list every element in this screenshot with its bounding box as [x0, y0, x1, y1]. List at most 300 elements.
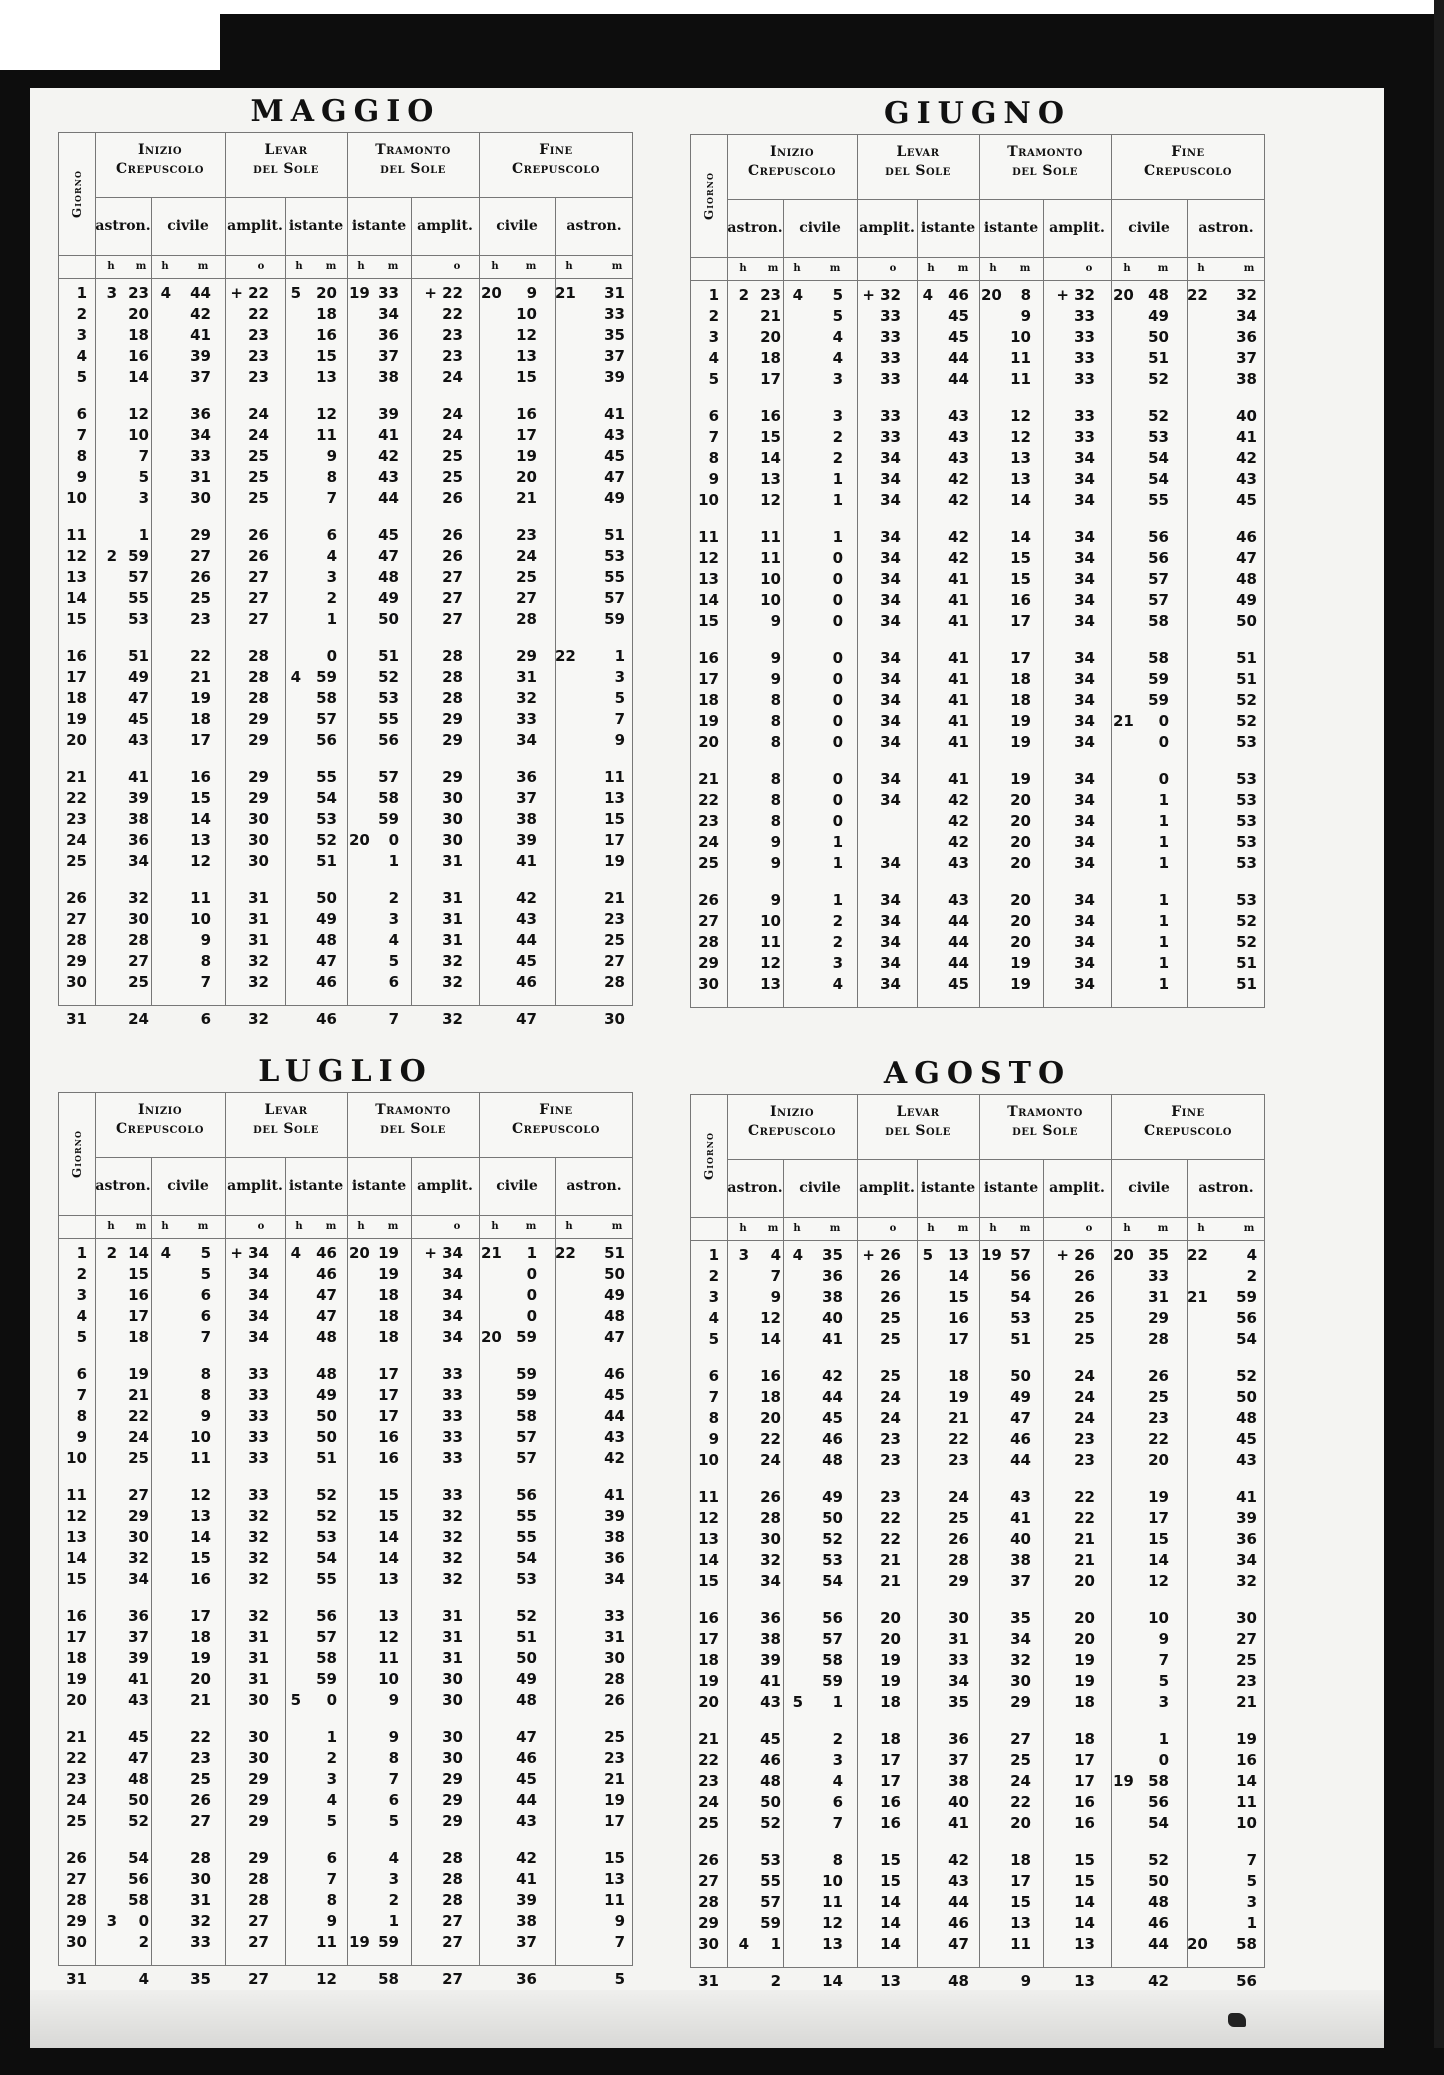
table-cell: 8: [770, 791, 781, 809]
table-cell: 36: [760, 1609, 781, 1627]
group-header-line2: Crepuscolo: [512, 1121, 600, 1137]
table-cell: 9: [326, 447, 337, 465]
table-cell: 50: [1236, 612, 1257, 630]
group-header-line1: Fine: [1171, 144, 1205, 160]
table-row: [59, 767, 633, 788]
table-cell: 21: [698, 1730, 719, 1748]
table-row: [691, 1487, 1265, 1508]
table-row: [691, 1508, 1265, 1529]
table-cell: 20: [1010, 891, 1031, 909]
table-cell: 31: [442, 1628, 463, 1646]
table-cell: 12: [190, 852, 211, 870]
table-cell: 30: [66, 1933, 87, 1951]
table-cell: 16: [190, 1570, 211, 1588]
table-cell: 55: [516, 1507, 537, 1525]
table-cell: 2: [832, 912, 843, 930]
table-cell: 34: [1074, 912, 1095, 930]
table-cell: 8: [708, 1409, 719, 1427]
table-row: [691, 1892, 1265, 1913]
table-cell: 11: [698, 528, 719, 546]
table-cell: 21: [1074, 1530, 1095, 1548]
table-cell: 13: [760, 470, 781, 488]
table-cell: 3: [388, 910, 399, 928]
table-cell: 19: [981, 1246, 1002, 1264]
table-cell: 29: [248, 768, 269, 786]
table-cell: 48: [316, 1365, 337, 1383]
table-cell: 0: [832, 612, 843, 630]
sub-header-amplit: amplit.: [859, 1180, 915, 1196]
table-cell: 29: [1010, 1693, 1031, 1711]
table-cell: 19: [349, 284, 370, 302]
table-cell: 41: [760, 1672, 781, 1690]
unit-label: m: [767, 263, 779, 274]
table-cell: 31: [190, 468, 211, 486]
group-header-line1: Tramonto: [1007, 144, 1083, 160]
table-row: [59, 525, 633, 546]
table-cell: 30: [442, 1691, 463, 1709]
group-header-levar: [225, 133, 347, 197]
table-cell: 51: [1010, 1330, 1031, 1348]
table-cell: 33: [442, 1386, 463, 1404]
table-row: [691, 732, 1265, 753]
table-cell: 4: [708, 1309, 719, 1327]
table-cell: 22: [1187, 1246, 1208, 1264]
group-header-line1: Tramonto: [375, 1102, 451, 1118]
table-cell: 16: [880, 1814, 901, 1832]
table-cell: 30: [248, 1749, 269, 1767]
table-cell: 8: [326, 1891, 337, 1909]
table-cell: 1: [1158, 891, 1169, 909]
sub-header-amplit: amplit.: [1049, 220, 1105, 236]
table-cell: 32: [190, 1912, 211, 1930]
table-rule: [691, 1240, 1265, 1241]
table-cell: 31: [604, 284, 625, 302]
table-cell: 41: [948, 591, 969, 609]
table-cell: 33: [880, 428, 901, 446]
group-header-line2: del Sole: [253, 1121, 319, 1137]
table-cell: 1: [1158, 791, 1169, 809]
table-cell: 8: [200, 1386, 211, 1404]
table-cell: 46: [316, 1010, 337, 1028]
table-cell: 18: [128, 326, 149, 344]
table-cell: 11: [66, 526, 87, 544]
table-cell: 10: [760, 570, 781, 588]
table-cell: 38: [604, 1528, 625, 1546]
table-cell: 1: [832, 1693, 843, 1711]
table-cell: 5: [388, 1812, 399, 1830]
table-cell: 40: [1236, 407, 1257, 425]
giorno-header: [59, 133, 95, 255]
table-cell: 42: [948, 812, 969, 830]
table-cell: 27: [698, 912, 719, 930]
table-cell: 13: [378, 1570, 399, 1588]
table-cell: 4: [326, 1791, 337, 1809]
table-cell: 41: [948, 712, 969, 730]
table-cell: 21: [190, 668, 211, 686]
sub-header-civile: civile: [799, 220, 841, 236]
table-row: [691, 1266, 1265, 1287]
table-cell: 34: [880, 912, 901, 930]
table-cell: 30: [66, 973, 87, 991]
table-cell: 32: [128, 889, 149, 907]
table-cell: 0: [832, 812, 843, 830]
table-cell: 20: [1074, 1609, 1095, 1627]
table-cell: 48: [822, 1451, 843, 1469]
table-cell: 4: [76, 347, 87, 365]
table-cell: 34: [880, 712, 901, 730]
table-cell: 18: [880, 1693, 901, 1711]
table-cell: 20: [316, 284, 337, 302]
table-cell: 42: [190, 305, 211, 323]
table-cell: 52: [1148, 407, 1169, 425]
table-cell: 11: [760, 549, 781, 567]
scan-border-bottom: [0, 2048, 1444, 2075]
table-cell: 49: [604, 1286, 625, 1304]
table-cell: 6: [200, 1010, 211, 1028]
table-cell: 10: [190, 910, 211, 928]
table-cell: 19: [190, 689, 211, 707]
table-row: [691, 1450, 1265, 1471]
table-cell: 24: [1074, 1367, 1095, 1385]
table-cell: 37: [378, 347, 399, 365]
table-cell: 13: [190, 1507, 211, 1525]
table-cell: 28: [190, 1849, 211, 1867]
table-cell: 34: [880, 449, 901, 467]
table-cell: 27: [1010, 1730, 1031, 1748]
table-row: [691, 1650, 1265, 1671]
table-cell: 17: [190, 731, 211, 749]
table-cell: 34: [1074, 791, 1095, 809]
table-cell: 18: [316, 305, 337, 323]
table-cell: 20: [880, 1609, 901, 1627]
sub-header-istante: istante: [288, 218, 344, 234]
table-cell: 15: [604, 810, 625, 828]
table-cell: 56: [128, 1870, 149, 1888]
table-row: [59, 283, 633, 304]
table-cell: 28: [248, 1891, 269, 1909]
table-cell: 2: [106, 547, 117, 565]
table-cell: 3: [106, 284, 117, 302]
table-cell: 29: [442, 710, 463, 728]
table-cell: + 26: [862, 1246, 901, 1264]
table-cell: 24: [1074, 1388, 1095, 1406]
table-cell: 41: [948, 612, 969, 630]
table-cell: 58: [516, 1407, 537, 1425]
table-cell: 41: [948, 649, 969, 667]
table-cell: 30: [604, 1010, 625, 1028]
unit-label: h: [739, 263, 747, 274]
table-cell: 20: [66, 1691, 87, 1709]
unit-label: m: [1243, 263, 1255, 274]
table-cell: 9: [388, 1728, 399, 1746]
unit-label: o: [889, 1223, 897, 1234]
table-cell: 28: [442, 689, 463, 707]
table-row: [691, 974, 1265, 995]
table-cell: 17: [880, 1772, 901, 1790]
table-cell: 57: [822, 1630, 843, 1648]
table-cell: 49: [1236, 591, 1257, 609]
table-row: [691, 427, 1265, 448]
table-cell: 2: [770, 1972, 781, 1990]
table-cell: 56: [1148, 1793, 1169, 1811]
table-cell: 57: [316, 710, 337, 728]
table-cell: 58: [1236, 1935, 1257, 1953]
table-row: [691, 1429, 1265, 1450]
table-cell: 10: [66, 1449, 87, 1467]
table-cell: 21: [1113, 712, 1134, 730]
month-block-giugno: [690, 94, 1265, 1008]
table-cell: 24: [128, 1010, 149, 1028]
table-cell: 47: [128, 689, 149, 707]
table-cell: 31: [698, 1972, 719, 1990]
table-cell: 31: [948, 1630, 969, 1648]
table-cell: 56: [1236, 1309, 1257, 1327]
table-cell: 22: [442, 305, 463, 323]
table-cell: 21: [128, 1386, 149, 1404]
table-cell: 42: [516, 889, 537, 907]
table-row: [59, 346, 633, 367]
table-cell: 1: [708, 286, 719, 304]
table-cell: 34: [1074, 470, 1095, 488]
table-cell: 24: [248, 426, 269, 444]
table-cell: 4: [708, 349, 719, 367]
table-cell: 27: [248, 1970, 269, 1988]
table-cell: 17: [516, 426, 537, 444]
table-cell: 5: [290, 284, 301, 302]
table-cell: 8: [200, 1365, 211, 1383]
table-cell: 24: [698, 833, 719, 851]
table-cell: 1: [614, 647, 625, 665]
table-cell: 16: [760, 407, 781, 425]
table-cell: 34: [1074, 449, 1095, 467]
group-header-line1: Inizio: [769, 144, 815, 160]
table-cell: 49: [378, 589, 399, 607]
table-cell: 14: [880, 1935, 901, 1953]
group-header-tramonto: [347, 133, 479, 197]
table-cell: 20: [1010, 933, 1031, 951]
scan-border-top-band: [0, 70, 1434, 88]
table-cell: 58: [1148, 1772, 1169, 1790]
table-cell: 21: [604, 889, 625, 907]
table-cell: 6: [388, 973, 399, 991]
table-cell: 20: [1074, 1572, 1095, 1590]
group-header-line1: Fine: [539, 142, 573, 158]
table-cell: 42: [948, 470, 969, 488]
table-row: [59, 709, 633, 730]
table-row: [691, 327, 1265, 348]
table-cell: 18: [1010, 1851, 1031, 1869]
table-cell: 33: [880, 328, 901, 346]
table-cell: 29: [248, 1812, 269, 1830]
table-cell: 27: [248, 1933, 269, 1951]
table-cell: 22: [880, 1530, 901, 1548]
table-cell: 34: [880, 733, 901, 751]
unit-label: h: [107, 261, 115, 272]
table-cell: 26: [1148, 1367, 1169, 1385]
table-cell: 14: [880, 1914, 901, 1932]
month-title: AGOSTO: [883, 1056, 1072, 1091]
group-header-tramonto: [979, 135, 1111, 199]
table-cell: 21: [66, 768, 87, 786]
table-cell: 20: [698, 1693, 719, 1711]
table-cell: 37: [1236, 349, 1257, 367]
table-cell: 13: [190, 831, 211, 849]
table-cell: 31: [248, 1649, 269, 1667]
table-cell: 12: [698, 549, 719, 567]
table-cell: 1: [138, 526, 149, 544]
table-cell: 14: [378, 1528, 399, 1546]
table-cell: 34: [128, 852, 149, 870]
table-cell: 50: [316, 1407, 337, 1425]
table-cell: 27: [190, 547, 211, 565]
table-cell: 5: [200, 1244, 211, 1262]
table-cell: 6: [708, 407, 719, 425]
table-cell: 33: [880, 349, 901, 367]
table-cell: 20: [880, 1630, 901, 1648]
table-cell: 36: [128, 831, 149, 849]
table-cell: 57: [604, 589, 625, 607]
table-cell: 20: [1010, 1814, 1031, 1832]
table-cell: 28: [698, 1893, 719, 1911]
table-cell: 3: [326, 568, 337, 586]
table-cell: 55: [604, 568, 625, 586]
table-cell: 5: [832, 286, 843, 304]
table-cell: 22: [1074, 1509, 1095, 1527]
table-cell: 22: [66, 789, 87, 807]
table-cell: 28: [442, 647, 463, 665]
table-cell: 37: [516, 1933, 537, 1951]
table-cell: 40: [1010, 1530, 1031, 1548]
table-cell: 32: [516, 689, 537, 707]
table-cell: 58: [822, 1651, 843, 1669]
table-cell: 21: [604, 1770, 625, 1788]
table-cell: 15: [516, 368, 537, 386]
table-cell: 28: [1148, 1330, 1169, 1348]
table-cell: 4: [160, 284, 171, 302]
table-cell: 28: [442, 1849, 463, 1867]
table-cell: 19: [66, 1670, 87, 1688]
table-cell: 20: [1010, 854, 1031, 872]
table-cell: 53: [1236, 833, 1257, 851]
table-cell: 2: [708, 307, 719, 325]
table-cell: 16: [1010, 591, 1031, 609]
table-cell: 5: [290, 1691, 301, 1709]
table-cell: 0: [138, 1912, 149, 1930]
table-cell: 12: [66, 1507, 87, 1525]
table-cell: 41: [948, 670, 969, 688]
table-cell: 15: [1010, 570, 1031, 588]
table-cell: 56: [1236, 1972, 1257, 1990]
table-cell: 25: [442, 447, 463, 465]
table-cell: 20: [1010, 791, 1031, 809]
table-cell: 47: [604, 468, 625, 486]
table-cell: 45: [516, 952, 537, 970]
table-cell: 32: [128, 1549, 149, 1567]
table-cell: 19: [880, 1672, 901, 1690]
table-cell: 4: [76, 1307, 87, 1325]
table-cell: 3: [832, 370, 843, 388]
table-cell: 20: [1187, 1935, 1208, 1953]
table-cell: 20: [1010, 833, 1031, 851]
table-row: [691, 911, 1265, 932]
table-cell: 34: [248, 1328, 269, 1346]
table-cell: 26: [248, 526, 269, 544]
table-cell: 25: [880, 1367, 901, 1385]
table-cell: 45: [604, 1386, 625, 1404]
table-cell: 7: [1246, 1851, 1257, 1869]
table-cell: + 32: [862, 286, 901, 304]
table-cell: 43: [948, 428, 969, 446]
table-cell: 4: [388, 1849, 399, 1867]
table-cell: 26: [880, 1267, 901, 1285]
table-row: [691, 1813, 1265, 1834]
table-cell: 17: [1074, 1772, 1095, 1790]
table-cell: 30: [948, 1609, 969, 1627]
table-cell: 37: [604, 347, 625, 365]
table-row: [691, 1971, 1265, 1992]
giorno-header: [59, 1093, 95, 1215]
table-cell: 33: [1074, 407, 1095, 425]
table-cell: 33: [1148, 1267, 1169, 1285]
table-cell: 34: [442, 1265, 463, 1283]
table-row: [691, 1329, 1265, 1350]
table-cell: 15: [1074, 1851, 1095, 1869]
table-cell: 1: [1158, 933, 1169, 951]
table-cell: 34: [880, 954, 901, 972]
table-row: [691, 1792, 1265, 1813]
table-row: [59, 488, 633, 509]
table-cell: 0: [1158, 770, 1169, 788]
unit-label: h: [491, 1221, 499, 1232]
table-cell: 3: [832, 954, 843, 972]
table-cell: 33: [248, 1449, 269, 1467]
table-cell: 11: [190, 889, 211, 907]
table-cell: 53: [822, 1551, 843, 1569]
unit-label: h: [107, 1221, 115, 1232]
table-cell: 43: [516, 910, 537, 928]
table-cell: 55: [1148, 491, 1169, 509]
table-rule: [59, 1238, 633, 1239]
table-cell: 51: [378, 647, 399, 665]
table-row: [691, 669, 1265, 690]
table-cell: 18: [698, 1651, 719, 1669]
table-row: [59, 1911, 633, 1932]
ephemeris-table: [690, 1094, 1265, 1990]
table-row: [691, 811, 1265, 832]
table-cell: 14: [190, 1528, 211, 1546]
table-cell: 9: [708, 1430, 719, 1448]
table-cell: 55: [760, 1872, 781, 1890]
table-cell: 28: [66, 1891, 87, 1909]
unit-label: m: [611, 1221, 623, 1232]
table-cell: 33: [604, 1607, 625, 1625]
group-header-line1: Tramonto: [1007, 1104, 1083, 1120]
table-cell: 39: [604, 368, 625, 386]
table-cell: 11: [1010, 349, 1031, 367]
table-cell: 30: [698, 1935, 719, 1953]
table-cell: 21: [698, 770, 719, 788]
table-cell: 26: [604, 1691, 625, 1709]
table-cell: 28: [248, 668, 269, 686]
table-row: [691, 1608, 1265, 1629]
table-cell: 44: [948, 912, 969, 930]
table-cell: 17: [378, 1365, 399, 1383]
table-cell: 49: [516, 1670, 537, 1688]
table-cell: 24: [516, 547, 537, 565]
table-row: [691, 1750, 1265, 1771]
table-row: [59, 972, 633, 993]
table-cell: 36: [128, 1607, 149, 1625]
